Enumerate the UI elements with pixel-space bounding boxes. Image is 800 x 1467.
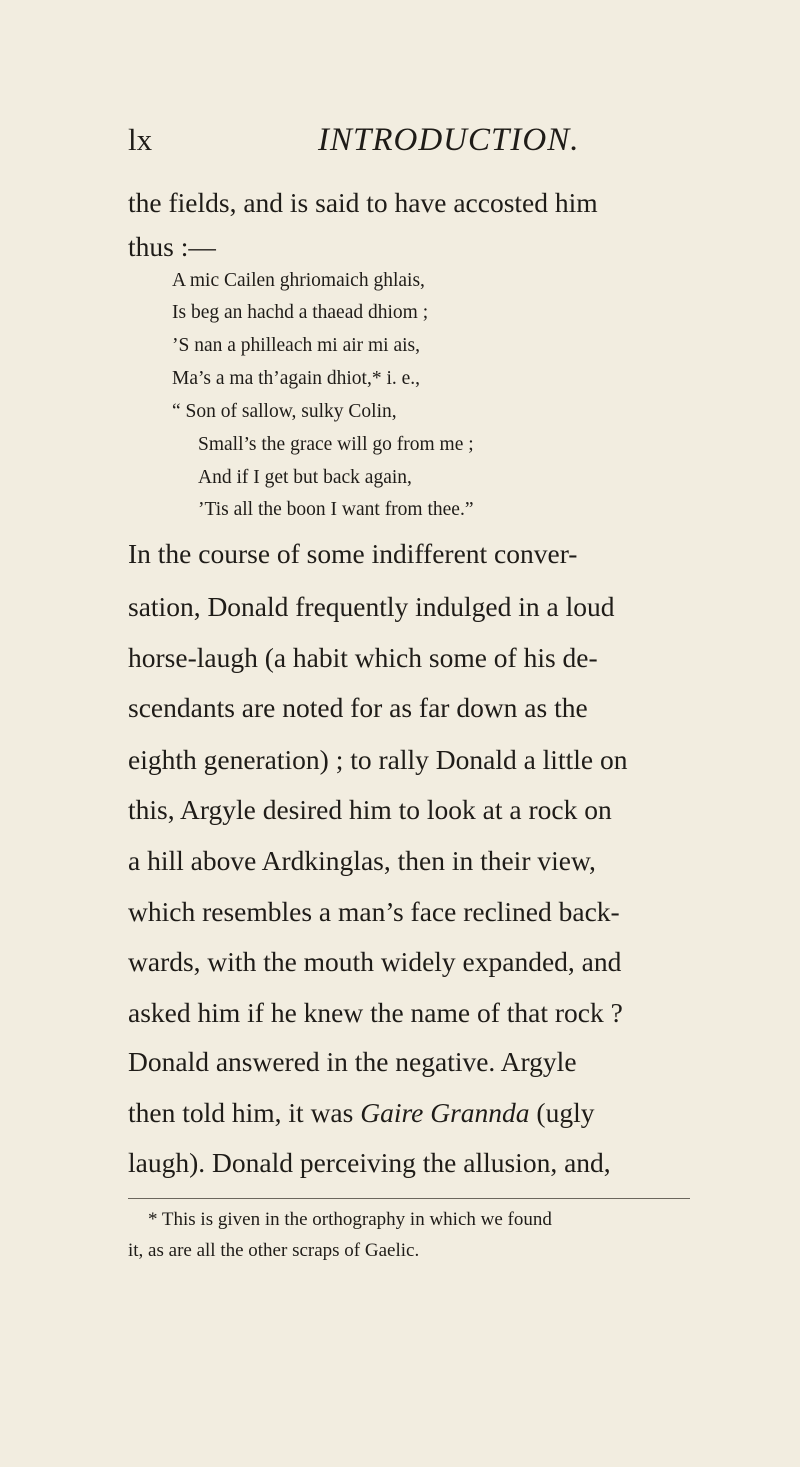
text-line: Donald answered in the negative. Argyle	[128, 1046, 577, 1077]
verse-line: Is beg an hachd a thaead dhiom ;	[172, 302, 429, 323]
page-header	[128, 122, 688, 162]
verse-line: A mic Cailen ghriomaich ghlais,	[172, 270, 425, 291]
text-line: laugh). Donald perceiving the allusion, and,	[128, 1147, 611, 1178]
text-line: thus :—	[128, 231, 216, 262]
verse-line: ’S nan a philleach mi air mi ais,	[172, 335, 421, 356]
text-line: horse-laugh (a habit which some of his de-	[128, 642, 598, 673]
text-line: sation, Donald frequently indulged in a loud	[128, 591, 615, 622]
verse-line: Ma’s a ma th’again dhiot,* i. e.,	[172, 368, 421, 389]
footnote-line: * This is given in the orthography in which we found	[148, 1209, 552, 1230]
text-line: the fields, and is said to have accosted him	[128, 187, 598, 218]
running-title: INTRODUCTION.	[318, 122, 580, 158]
verse-line: And if I get but back again,	[198, 467, 412, 488]
text-line: scendants are noted for as far down as the	[128, 692, 588, 723]
verse-line: Small’s the grace will go from me ;	[198, 434, 474, 455]
verse-line: ’Tis all the boon I want from thee.”	[198, 499, 474, 520]
text-line: In the course of some indifferent conver-	[128, 538, 578, 569]
text-line: asked him if he knew the name of that rock ?	[128, 997, 623, 1028]
footnote-line: it, as are all the other scraps of Gaelic.	[128, 1240, 420, 1261]
text-line: a hill above Ardkinglas, then in their view,	[128, 845, 596, 876]
text-line: wards, with the mouth widely expanded, and	[128, 946, 622, 977]
text-line: eighth generation) ; to rally Donald a little on	[128, 744, 628, 775]
text-line	[128, 1097, 594, 1129]
verse-line: “ Son of sallow, sulky Colin,	[172, 401, 397, 422]
text-segment: (ugly	[529, 1097, 595, 1128]
gaelic-term: Gaire Grannda	[360, 1097, 530, 1128]
text-line: which resembles a man’s face reclined back-	[128, 896, 620, 927]
text-line: this, Argyle desired him to look at a rock on	[128, 794, 612, 825]
footnote-rule	[128, 1198, 690, 1199]
text-segment: then told him, it was	[128, 1097, 361, 1128]
page-number: lx	[128, 122, 153, 157]
